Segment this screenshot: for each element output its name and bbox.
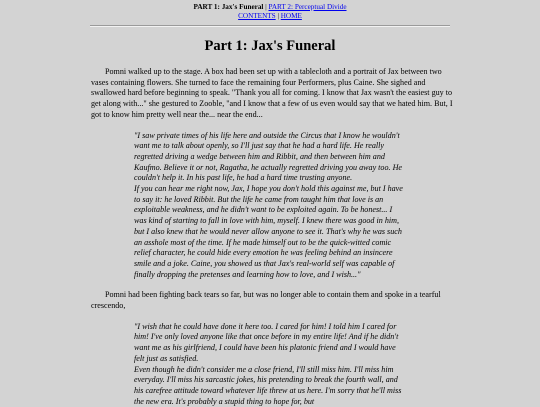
paragraph-2: Pomni had been fighting back tears so far, but was no longer able to contain them and spoke in a tearful crescendo, [91,290,441,311]
quote-1-line-1: "I saw private times of his life here and outside the Circus that I know he wouldn't want me to talk about openly, so I'll just say that he had a hard life. He really regretted driving a wedge between him and Ribbit, and then between him and Kaufmo. Believe it or not, Ragatha, he actually regretted driving you away too. He couldn't help it. In his past life, he had a hard time trusting anyone. [134,130,403,183]
paragraph-1: Pomni walked up to the stage. A box had been set up with a tablecloth and a portrait of Jax between two vases containing flowers. She turned to face the remaining four Performers, plus Caine. She sighed and swallowed hard before beginning to speak. "Thank you all for coming. I know that Jax wasn't the easiest guy to get along with..." she gestured to Zooble, "and I know that a few of us even would say that we hated him. But, I got to know him pretty well near the... near the end... [91,67,453,119]
quote-1-line-2: If you can hear me right now, Jax, I hope you don't hold this against me, but I have to say it: he loved Ribbit. But the life he came from taught him that love is an exploitable weakness, and he didn't want to be exploited again. To be honest... I was kind of starting to fall in love with him, myself. I knew there was good in him, but I also knew that he would never allow anyone to see it. That's why he was such an asshole most of the time. If he made himself out to be the quick-witted comic relief character, he could hide every emotion he was feeling behind an insincere smile and a joke. Caine, you showed us that Jax's real-world self was capable of finally dropping the pretenses and learning how to love, and I wish..." [134,184,403,279]
nav-separator: | [265,3,267,11]
quote-2-line-2: Even though he didn't consider me a close friend, I'll still miss him. I'll miss him everyday. I'll miss his sarcastic jokes, his pretending to break the fourth wall, and his carefree attitude toward whatever life threw at us here. I'm sorry that he'll miss the new era. It's probably a stupid thing to hope for, but [134,364,402,406]
home-link[interactable]: HOME [280,12,302,20]
quote-1 [134,131,404,281]
top-navigation [0,0,540,21]
next-part-link[interactable]: PART 2: Perceptual Divide [268,3,347,11]
chapter-title: Part 1: Jax's Funeral [204,38,336,54]
quote-2-line-1: "I wish that he could have done it here too. I cared for him! I told him I cared for him! I've only loved anyone like that once before in my entire life! And if he didn't want me as his girlfriend, I could have been his platonic friend and I would have felt just as satisfied. [134,321,399,363]
chapter-page [0,37,540,407]
quote-2 [134,322,404,407]
chapter-content [91,67,453,407]
nav-separator-2: | [277,12,279,20]
contents-link[interactable]: CONTENTS [238,12,276,20]
header-divider [90,25,450,27]
current-part-label: PART 1: Jax's Funeral [193,3,264,11]
